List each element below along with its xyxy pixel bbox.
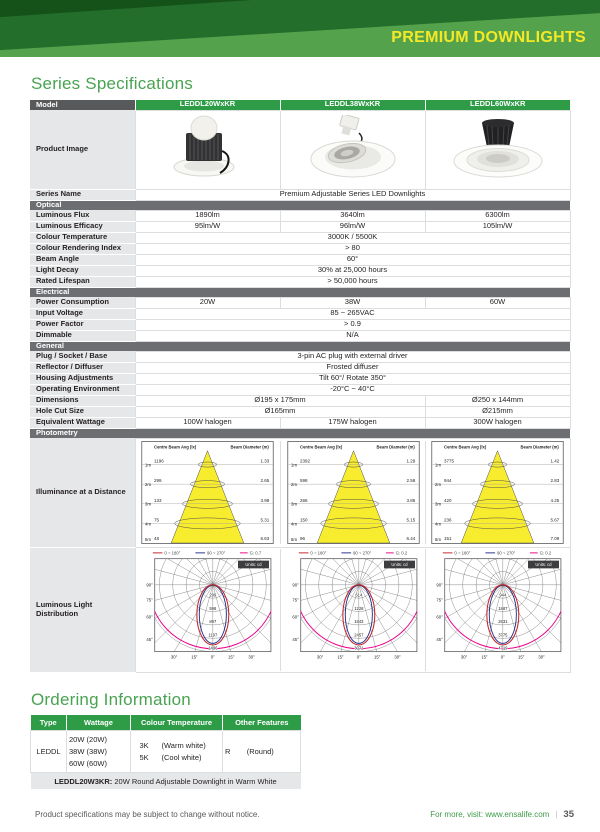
spec-row-rated-lifespan bbox=[30, 276, 570, 287]
angle-label: 15° bbox=[518, 654, 525, 660]
row-label: Plug / Socket / Base bbox=[30, 351, 135, 362]
distribution-row bbox=[30, 547, 570, 672]
row-label: Power Factor bbox=[30, 319, 135, 330]
model-name-1: LEDDL20WxKR bbox=[135, 100, 280, 111]
row-value: Ø250 x 144mm bbox=[425, 395, 570, 406]
series-specifications-heading: Series Specifications bbox=[31, 74, 193, 93]
angle-label: 30° bbox=[393, 654, 401, 660]
spec-row-luminous-flux bbox=[30, 210, 570, 221]
angle-label: 45° bbox=[291, 636, 299, 642]
row-label: Luminous Efficacy bbox=[30, 221, 135, 232]
lux-value: 48 bbox=[154, 536, 160, 542]
model-label: Model bbox=[30, 100, 135, 111]
illuminance-cone-chart-3 bbox=[425, 441, 570, 544]
spec-row-equivalent-wattage bbox=[30, 417, 570, 428]
angle-label: 90° bbox=[291, 581, 299, 587]
distance-label: 1m bbox=[435, 462, 442, 468]
units-label: Units: cd bbox=[245, 561, 262, 567]
legend-0-180: 0 ~ 180° bbox=[454, 550, 471, 556]
diameter-value: 6.63 bbox=[260, 536, 270, 542]
legend-0-180: 0 ~ 180° bbox=[164, 550, 181, 556]
diameter-value: 3.98 bbox=[260, 498, 270, 504]
spec-row-colour-rendering-index bbox=[30, 243, 570, 254]
row-value: 95lm/W bbox=[135, 221, 280, 232]
row-label: Hole Cut Size bbox=[30, 406, 135, 417]
row-label: Operating Environment bbox=[30, 384, 135, 395]
distance-label: 4m bbox=[290, 521, 297, 527]
ring-value: 3775 bbox=[498, 632, 508, 638]
distance-label: 2m bbox=[145, 482, 152, 488]
ring-value: 1843 bbox=[353, 618, 363, 624]
spec-row-power-consumption bbox=[30, 297, 570, 308]
option-code: R bbox=[225, 747, 231, 756]
distance-label: 5m bbox=[290, 537, 297, 543]
series-name-value: Premium Adjustable Series LED Downlights bbox=[135, 189, 570, 200]
distance-label: 1m bbox=[290, 462, 297, 468]
cone-header-left: Centre Beam Avg (lx) bbox=[154, 444, 197, 450]
spec-table bbox=[30, 100, 571, 673]
series-name-row bbox=[30, 189, 570, 200]
row-value: 20W bbox=[135, 297, 280, 308]
distance-label: 5m bbox=[145, 537, 152, 543]
row-value: N/A bbox=[135, 330, 570, 341]
diameter-value: 6.44 bbox=[406, 536, 415, 542]
row-value: Ø215mm bbox=[425, 406, 570, 417]
polar-distribution-chart-3 bbox=[425, 549, 570, 671]
row-label: Colour Temperature bbox=[30, 232, 135, 243]
lux-value: 96 bbox=[299, 536, 305, 542]
ring-value: 3071 bbox=[353, 645, 363, 651]
angle-label: 0° bbox=[500, 654, 506, 660]
example-code: LEDDL20W3KR: bbox=[54, 776, 113, 786]
polar-distribution-chart-2 bbox=[280, 549, 425, 671]
legend-90-270: 90 ~ 270° bbox=[207, 550, 226, 556]
row-value: 96lm/W bbox=[280, 221, 425, 232]
model-name-3: LEDDL60WxKR bbox=[425, 100, 570, 111]
angle-label: 30° bbox=[538, 654, 545, 660]
angle-label: 15° bbox=[481, 654, 488, 660]
diameter-value: 1.42 bbox=[550, 458, 560, 464]
angle-label: 30° bbox=[171, 654, 178, 660]
section-bar-photometry: Photometry bbox=[30, 428, 570, 438]
section-bar-general: General bbox=[30, 341, 570, 351]
row-value: 105lm/W bbox=[425, 221, 570, 232]
row-value: 1890lm bbox=[135, 210, 280, 221]
product-image-leddl20wxkr bbox=[135, 110, 280, 189]
footer-divider: | bbox=[555, 810, 558, 819]
legend-90-270: 90 ~ 270° bbox=[497, 550, 516, 556]
diameter-value: 5.31 bbox=[260, 517, 270, 523]
distance-label: 3m bbox=[145, 501, 152, 507]
angle-label: 45° bbox=[146, 636, 154, 642]
angle-label: 30° bbox=[316, 654, 323, 660]
website-link: For more, visit: www.ensalife.com bbox=[430, 810, 550, 819]
distance-label: 4m bbox=[435, 521, 442, 527]
ring-value: 598 bbox=[209, 605, 217, 611]
lux-value: 266 bbox=[299, 498, 308, 504]
lux-value: 1196 bbox=[154, 458, 165, 464]
row-label: Dimensions bbox=[30, 395, 135, 406]
model-name-2: LEDDL38WxKR bbox=[280, 100, 425, 111]
illuminance-cone-chart-1 bbox=[136, 441, 281, 544]
spec-row-reflector-diffuser bbox=[30, 362, 570, 373]
option-code: 5K bbox=[139, 752, 149, 762]
angle-label: 90° bbox=[436, 581, 443, 587]
row-label: Input Voltage bbox=[30, 308, 135, 319]
angle-label: 75° bbox=[146, 596, 154, 602]
option-name: (Round) bbox=[246, 747, 274, 756]
row-value: Tilt 60°/ Rotate 350° bbox=[135, 373, 570, 384]
option-code: 60W bbox=[69, 758, 85, 768]
diameter-value: 2.58 bbox=[406, 478, 415, 484]
row-value: 100W halogen bbox=[135, 417, 280, 428]
lux-value: 2392 bbox=[299, 458, 310, 464]
ordering-colour-options bbox=[131, 731, 223, 773]
row-value: 3-pin AC plug with external driver bbox=[135, 351, 570, 362]
lux-value: 151 bbox=[444, 536, 452, 542]
angle-label: 60° bbox=[146, 614, 154, 620]
ordering-header-wattage: Wattage bbox=[67, 715, 131, 731]
option-code: 3K bbox=[139, 741, 149, 751]
ring-value: 2457 bbox=[353, 632, 363, 638]
angle-label: 90° bbox=[146, 581, 154, 587]
spec-row-dimmable bbox=[30, 330, 570, 341]
diameter-value: 5.15 bbox=[406, 517, 415, 523]
spec-row-housing-adjustments bbox=[30, 373, 570, 384]
angle-label: 15° bbox=[228, 654, 235, 660]
section-bar-optical: Optical bbox=[30, 200, 570, 210]
ordering-example-row bbox=[31, 773, 301, 790]
ordering-body-row bbox=[31, 731, 301, 773]
page-footer bbox=[35, 809, 574, 820]
angle-label: 75° bbox=[436, 596, 443, 602]
row-value: 3000K / 5500K bbox=[135, 232, 570, 243]
cone-header-left: Centre Beam Avg (lx) bbox=[299, 444, 342, 450]
angle-label: 0° bbox=[356, 654, 361, 660]
distance-label: 5m bbox=[435, 537, 442, 543]
ring-value: 1197 bbox=[208, 632, 218, 638]
row-value: > 0.9 bbox=[135, 319, 570, 330]
row-label: Illuminance at a Distance bbox=[30, 438, 135, 547]
ordering-feature-options bbox=[223, 731, 301, 773]
spec-row-input-voltage bbox=[30, 308, 570, 319]
diameter-value: 3.86 bbox=[406, 498, 415, 504]
ring-value: 4719 bbox=[498, 645, 508, 651]
diameter-value: 1.29 bbox=[406, 458, 415, 464]
lux-value: 150 bbox=[299, 517, 308, 523]
diameter-value: 2.65 bbox=[260, 478, 270, 484]
row-label: Colour Rendering Index bbox=[30, 243, 135, 254]
cone-header-right: Beam Diameter (m) bbox=[520, 444, 559, 450]
row-value: 300W halogen bbox=[425, 417, 570, 428]
ring-value: 614 bbox=[354, 592, 362, 598]
angle-label: 30° bbox=[461, 654, 468, 660]
option-code: 20W bbox=[69, 735, 85, 745]
row-label: Beam Angle bbox=[30, 254, 135, 265]
diameter-value: 4.25 bbox=[550, 498, 560, 504]
row-value: > 80 bbox=[135, 243, 570, 254]
illuminance-cone-chart-2 bbox=[280, 441, 425, 544]
disclaimer-text: Product specifications may be subject to change without notice. bbox=[35, 810, 260, 819]
product-image-row bbox=[30, 110, 570, 189]
row-label: Power Consumption bbox=[30, 297, 135, 308]
row-value: 175W halogen bbox=[280, 417, 425, 428]
distance-label: 3m bbox=[290, 501, 297, 507]
lux-value: 236 bbox=[444, 517, 452, 523]
row-label: Luminous Light Distribution bbox=[30, 547, 135, 672]
ordering-table bbox=[30, 715, 301, 789]
diameter-value: 2.83 bbox=[550, 478, 560, 484]
angle-label: 60° bbox=[291, 614, 299, 620]
row-value: 85 ~ 265VAC bbox=[135, 308, 570, 319]
row-value: Ø195 x 175mm bbox=[135, 395, 425, 406]
angle-label: 15° bbox=[373, 654, 380, 660]
ring-value: 944 bbox=[499, 592, 507, 598]
ordering-wattage-options bbox=[67, 731, 131, 773]
lux-value: 75 bbox=[154, 517, 160, 523]
distance-label: 3m bbox=[435, 501, 442, 507]
ring-value: 897 bbox=[209, 618, 217, 624]
lux-value: 133 bbox=[154, 498, 162, 504]
ordering-type-value: LEDDL bbox=[31, 731, 67, 773]
option-name: (Warm white) bbox=[161, 741, 206, 751]
spec-row-operating-environment bbox=[30, 384, 570, 395]
lux-value: 420 bbox=[444, 498, 452, 504]
spec-row-dimensions bbox=[30, 395, 570, 406]
angle-label: 30° bbox=[248, 654, 256, 660]
legend-g-value: G: 0.7 bbox=[249, 550, 262, 556]
section-bar-electrical: Electrical bbox=[30, 287, 570, 297]
example-text: 20W Round Adjustable Downlight in Warm White bbox=[112, 776, 277, 786]
distance-label: 2m bbox=[290, 482, 297, 488]
option-name: (38W) bbox=[86, 747, 107, 756]
angle-label: 0° bbox=[211, 654, 216, 660]
legend-90-270: 90 ~ 270° bbox=[352, 550, 371, 556]
row-value: 38W bbox=[280, 297, 425, 308]
row-label: Light Decay bbox=[30, 265, 135, 276]
angle-label: 45° bbox=[436, 636, 443, 642]
diameter-value: 5.67 bbox=[550, 517, 560, 523]
spec-row-luminous-efficacy bbox=[30, 221, 570, 232]
ordering-header-colour-temperature: Colour Temperature bbox=[131, 715, 223, 731]
units-label: Units: cd bbox=[390, 561, 408, 567]
distance-label: 2m bbox=[435, 482, 442, 488]
option-code: 38W bbox=[69, 747, 85, 756]
legend-g-value: G: 0.2 bbox=[395, 550, 407, 556]
ring-value: 1228 bbox=[353, 605, 363, 611]
row-value: Ø165mm bbox=[135, 406, 425, 417]
ordering-header-other-features: Other Features bbox=[223, 715, 301, 731]
row-label: Product Image bbox=[30, 110, 135, 189]
distance-label: 4m bbox=[145, 521, 152, 527]
product-image-leddl38wxkr bbox=[280, 110, 425, 189]
page-title: PREMIUM DOWNLIGHTS bbox=[391, 29, 586, 46]
spec-row-beam-angle bbox=[30, 254, 570, 265]
angle-label: 75° bbox=[291, 596, 299, 602]
ordering-header-type: Type bbox=[31, 715, 67, 731]
row-value: 6300lm bbox=[425, 210, 570, 221]
ordering-information-heading: Ordering Information bbox=[31, 689, 191, 709]
cone-header-right: Beam Diameter (m) bbox=[375, 444, 415, 450]
option-name: (60W) bbox=[86, 758, 107, 768]
cone-header-left: Centre Beam Avg (lx) bbox=[444, 444, 487, 450]
legend-0-180: 0 ~ 180° bbox=[309, 550, 326, 556]
row-value: Frosted diffuser bbox=[135, 362, 570, 373]
row-label: Series Name bbox=[30, 189, 135, 200]
model-row bbox=[30, 100, 570, 111]
ordering-header-row bbox=[31, 715, 301, 731]
row-value: 3640lm bbox=[280, 210, 425, 221]
legend-g-value: G: 0.2 bbox=[539, 550, 552, 556]
row-label: Rated Lifespan bbox=[30, 276, 135, 287]
page-banner bbox=[0, 0, 600, 57]
lux-value: 944 bbox=[444, 478, 452, 484]
page-number: 35 bbox=[563, 809, 574, 820]
row-label: Equivalent Wattage bbox=[30, 417, 135, 428]
option-name: (Cool white) bbox=[161, 752, 202, 762]
ring-value: 1496 bbox=[208, 645, 218, 651]
row-value: 60W bbox=[425, 297, 570, 308]
row-value: > 50,000 hours bbox=[135, 276, 570, 287]
lux-value: 3775 bbox=[444, 458, 455, 464]
ring-value: 1887 bbox=[498, 605, 508, 611]
lux-value: 598 bbox=[299, 478, 308, 484]
diameter-value: 1.33 bbox=[260, 458, 270, 464]
ring-value: 299 bbox=[209, 592, 217, 598]
row-label: Housing Adjustments bbox=[30, 373, 135, 384]
row-label: Reflector / Diffuser bbox=[30, 362, 135, 373]
units-label: Units: cd bbox=[535, 561, 552, 567]
option-name: (20W) bbox=[86, 735, 107, 745]
lux-value: 299 bbox=[154, 478, 162, 484]
spec-row-colour-temperature bbox=[30, 232, 570, 243]
spec-row-light-decay bbox=[30, 265, 570, 276]
distance-label: 1m bbox=[145, 462, 152, 468]
row-label: Dimmable bbox=[30, 330, 135, 341]
angle-label: 15° bbox=[336, 654, 344, 660]
angle-label: 60° bbox=[436, 614, 443, 620]
illuminance-row bbox=[30, 438, 570, 547]
row-label: Luminous Flux bbox=[30, 210, 135, 221]
angle-label: 15° bbox=[191, 654, 198, 660]
row-value: -20°C ~ 40°C bbox=[135, 384, 570, 395]
spec-row-plug-socket-base bbox=[30, 351, 570, 362]
ring-value: 2831 bbox=[498, 618, 508, 624]
cone-header-right: Beam Diameter (m) bbox=[230, 444, 270, 450]
product-image-leddl60wxkr bbox=[425, 110, 570, 189]
diameter-value: 7.09 bbox=[550, 536, 560, 542]
row-value: 60° bbox=[135, 254, 570, 265]
polar-distribution-chart-1 bbox=[136, 549, 281, 671]
spec-row-power-factor bbox=[30, 319, 570, 330]
spec-row-hole-cut-size bbox=[30, 406, 570, 417]
row-value: 30% at 25,000 hours bbox=[135, 265, 570, 276]
